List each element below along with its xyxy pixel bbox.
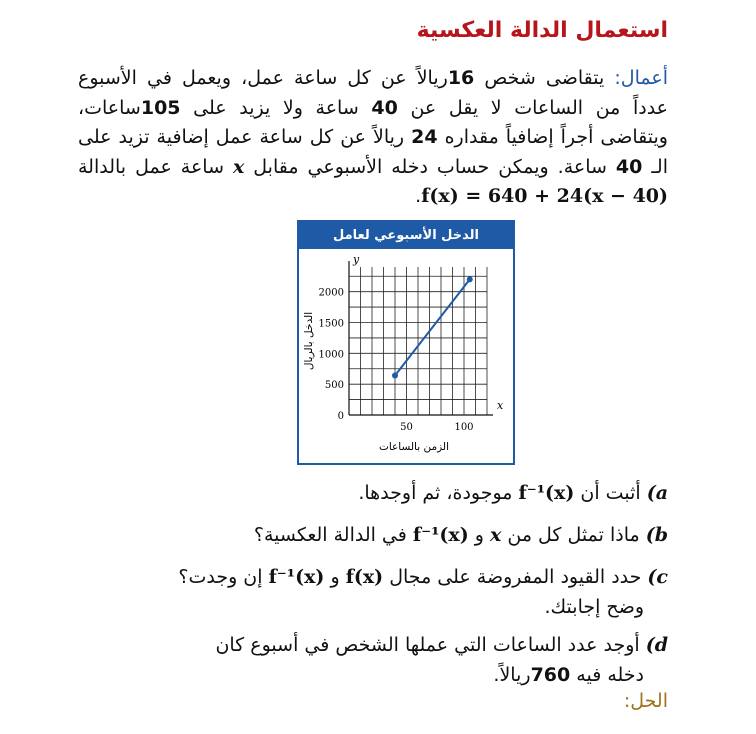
intro-text-4: ساعات، ويتقاضى أجراً إضافياً مقداره [78,96,668,148]
question-text: حدد القيود المفروضة على مجال [383,566,648,588]
intro-text-3: ساعة ولا يزيد على [180,96,372,119]
question-text-mid: و [324,566,346,588]
question-math-2: f⁻¹(x) [268,566,325,588]
question-math: x [490,524,502,546]
question-text: أوجد عدد الساعات التي عملها الشخص في أسبوع كان [215,634,646,656]
y-tick-label: 1500 [318,318,344,330]
problem-label: أعمال: [614,67,668,89]
question-continuation [60,660,668,690]
data-point [392,373,398,379]
answer-label: الحل: [623,690,668,712]
intro-end: . [415,185,422,207]
intro-text-6: ساعة. ويمكن حساب دخله الأسبوعي مقابل [244,155,616,178]
continuation-text: دخله فيه [570,664,644,686]
question-text-end: إن وجدت؟ [178,566,269,588]
question-a: a) أثبت أن f⁻¹(x) موجودة، ثم أوجدها. [358,482,668,504]
intro-text-2: ريالاً عن كل ساعة عمل، ويعمل في الأسبوع عدداً من الساعات لا يقل عن [78,67,669,119]
y-axis-title: الدخل بالريال [303,311,315,371]
intro-number-16: 16 [447,67,475,89]
question-continuation: وضح إجابتك. [544,596,644,618]
question-text: ماذا تمثل كل من [501,524,646,546]
x-axis-title: الزمن بالساعات [378,441,450,453]
y-tick-label: 500 [324,380,344,392]
x-tick-label: 100 [454,422,474,433]
y-tick-label: 2000 [318,287,344,299]
intro-text-7: ساعة عمل بالدالة [78,155,233,178]
intro-number-40: 40 [371,96,398,119]
y-axis-letter: y [353,253,360,266]
intro-text-1: يتقاضى شخص [474,67,615,89]
chart-plot [299,249,513,463]
question-letter: a [655,482,668,504]
data-point [467,276,473,282]
income-chart [297,220,515,465]
intro-variable-x: x [232,155,245,178]
y-tick-label: 0 [337,411,344,422]
problem-statement [78,64,668,212]
question-d: d) أوجد عدد الساعات التي عملها الشخص في أسبوع كان دخله فيه 760ريالاً. [60,630,668,690]
question-math: f(x) [345,566,384,588]
intro-number-105: 105 [140,96,181,119]
y-tick-label: 1000 [318,349,344,361]
section-heading: استعمال الدالة العكسية [416,18,668,43]
chart-title: الدخل الأسبوعي لعامل [299,222,513,249]
question-text: أثبت أن [574,482,647,504]
question-text-end: موجودة، ثم أوجدها. [358,482,519,504]
intro-text-5: ريالاً عن كل ساعة عمل إضافية تزيد على الـ [78,126,668,178]
question-letter: c [656,566,668,588]
question-math: f⁻¹(x) [518,482,575,504]
question-b: b) ماذا تمثل كل من x و f⁻¹(x) في الدالة العكسية؟ [253,524,668,546]
function-formula: f(x) = 640 + 24(x − 40) [421,185,668,207]
x-axis-letter: x [497,399,504,412]
x-tick-label: 50 [400,422,413,433]
question-letter: d [654,634,668,656]
question-c: c) حدد القيود المفروضة على مجال f(x) و f⁻¹(x) إن وجدت؟ وضح إجابتك. [60,562,668,622]
question-letter: b [654,524,668,546]
question-text-end: في الدالة العكسية؟ [253,524,413,546]
continuation-number: 760 [530,664,571,686]
question-text-mid: و [468,524,490,546]
intro-number-24: 24 [411,126,438,148]
question-math-2: f⁻¹(x) [412,524,469,546]
continuation-text-end: ريالاً. [493,664,531,686]
intro-number-40b: 40 [615,155,643,178]
